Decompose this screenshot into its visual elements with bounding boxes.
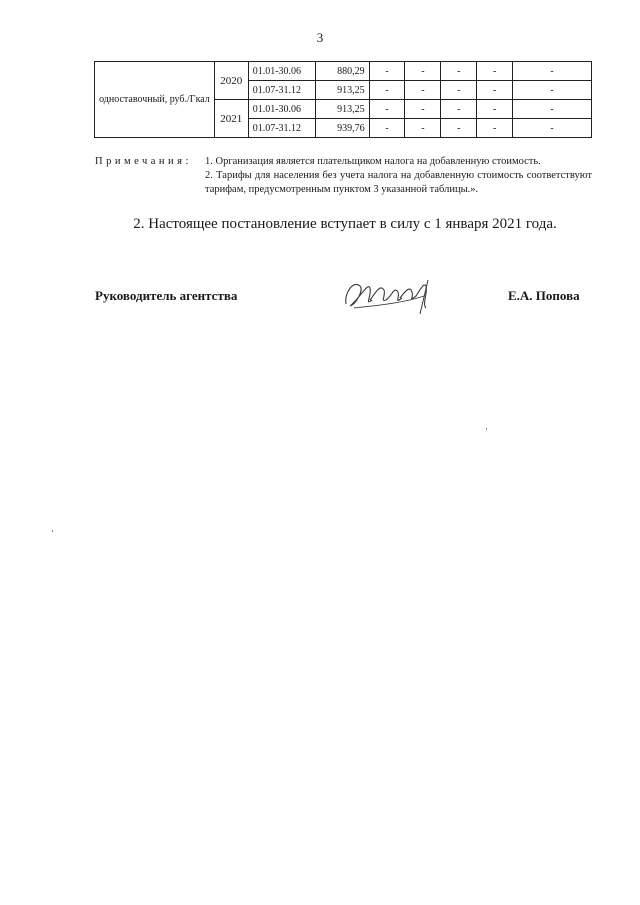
page-number: 3 xyxy=(316,30,324,45)
signatory-position: Руководитель агентства xyxy=(95,288,238,303)
empty-cell: - xyxy=(405,119,441,138)
empty-cell: - xyxy=(513,100,592,119)
period-cell: 01.01-30.06 xyxy=(248,62,316,81)
empty-cell: - xyxy=(513,62,592,81)
tariff-value: 913,25 xyxy=(316,81,369,100)
empty-cell: - xyxy=(369,81,405,100)
empty-cell: - xyxy=(441,81,477,100)
period-cell: 01.07-31.12 xyxy=(248,119,316,138)
empty-cell: - xyxy=(477,119,513,138)
empty-cell: - xyxy=(513,81,592,100)
tariff-value: 939,76 xyxy=(316,119,369,138)
signatory-name: Е.А. Попова xyxy=(508,288,580,303)
handwritten-signature xyxy=(340,270,440,320)
empty-cell: - xyxy=(477,81,513,100)
table-row xyxy=(95,62,592,81)
year-cell: 2021 xyxy=(214,100,248,138)
empty-cell: - xyxy=(369,119,405,138)
period-cell: 01.07-31.12 xyxy=(248,81,316,100)
tariff-value: 913,25 xyxy=(316,100,369,119)
period-cell: 01.01-30.06 xyxy=(248,100,316,119)
effective-date-clause: 2. Настоящее постановление вступает в силу с 1 января 2021 года. xyxy=(133,216,557,232)
empty-cell: - xyxy=(513,119,592,138)
note-item: 2. Тарифы для населения без учета налога на добавленную стоимость соответствуют тарифам, предусмотренным пунктом 3 указанной таблицы.». xyxy=(205,170,592,195)
scan-speck xyxy=(52,530,53,532)
empty-cell: - xyxy=(405,100,441,119)
category-label: одноставочный, руб./Гкал xyxy=(95,62,215,138)
tariff-value: 880,29 xyxy=(316,62,369,81)
year-cell: 2020 xyxy=(214,62,248,100)
empty-cell: - xyxy=(477,62,513,81)
empty-cell: - xyxy=(441,62,477,81)
empty-cell: - xyxy=(477,100,513,119)
scan-speck xyxy=(486,428,487,430)
empty-cell: - xyxy=(369,62,405,81)
empty-cell: - xyxy=(405,81,441,100)
empty-cell: - xyxy=(441,100,477,119)
notes-title: Примечания: xyxy=(95,156,192,167)
empty-cell: - xyxy=(405,62,441,81)
empty-cell: - xyxy=(369,100,405,119)
notes-list xyxy=(205,155,592,197)
tariff-table xyxy=(94,61,592,138)
note-item: 1. Организация является плательщиком налога на добавленную стоимость. xyxy=(205,156,541,167)
empty-cell: - xyxy=(441,119,477,138)
